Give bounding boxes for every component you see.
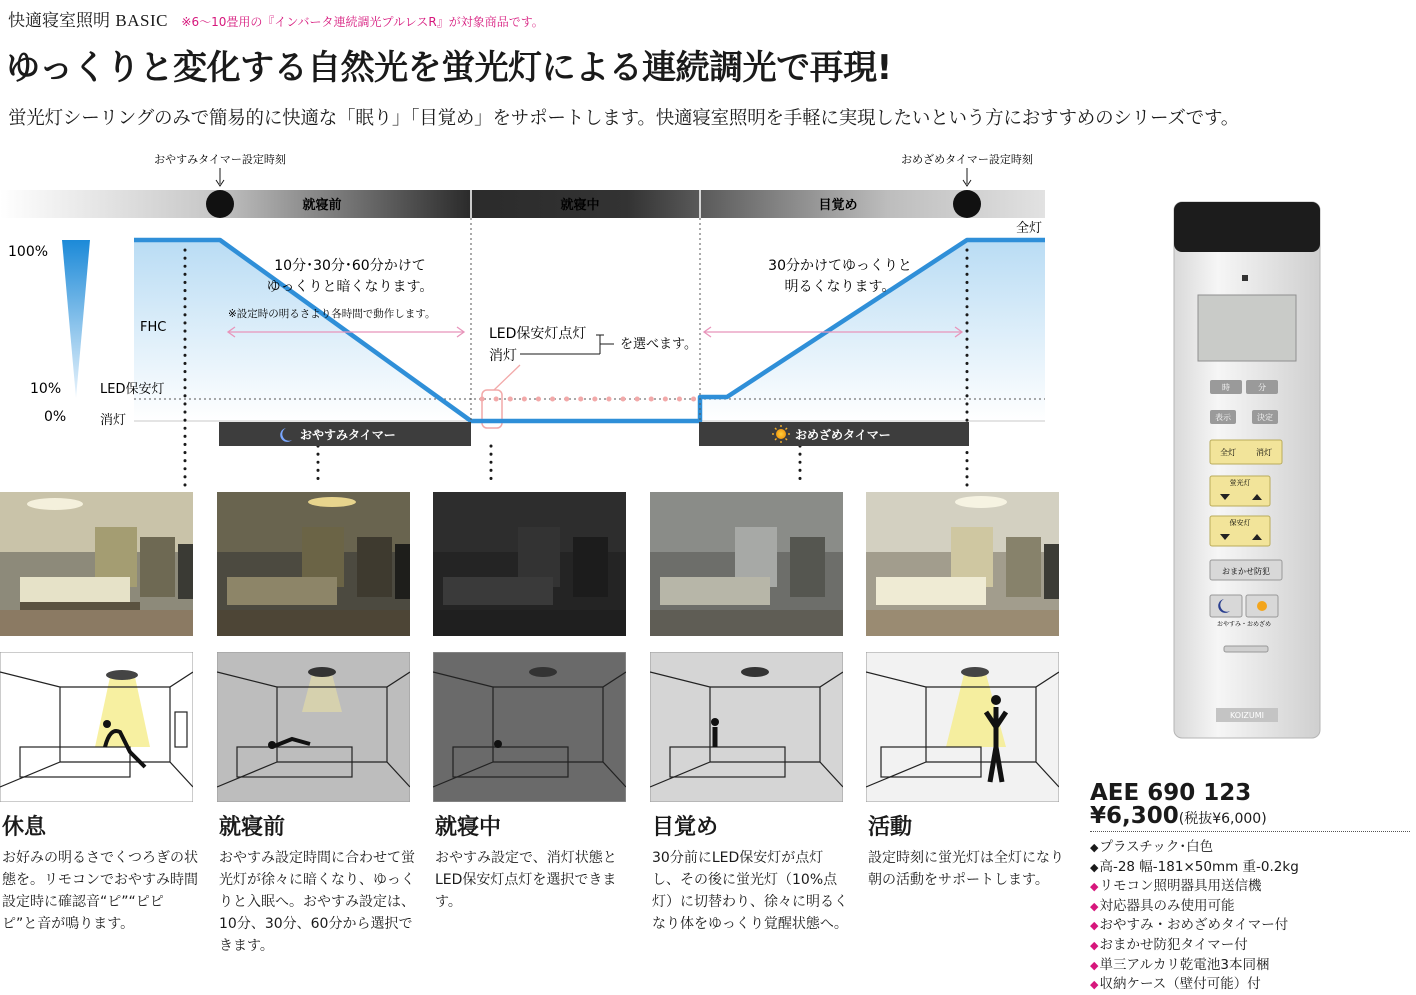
page-headline: ゆっくりと変化する自然光を蛍光灯による連続調光で再現!: [6, 48, 892, 88]
scene-illustration: [217, 652, 410, 802]
all-on-button: 全灯: [1220, 448, 1236, 457]
hour-button: 時: [1222, 383, 1230, 392]
scene-title: 目覚め: [652, 815, 719, 840]
wake-timer-marker: [953, 190, 981, 218]
pct-100-label: 100%: [8, 244, 49, 260]
pct-10-label: 10%: [30, 381, 62, 397]
sleep-button: [1210, 595, 1242, 617]
dim-note-line1: 10分･30分･60分かけて: [274, 258, 426, 274]
spec-item: ◆プラスチック･白色: [1090, 839, 1214, 855]
diamond-bullet-icon: ◆: [1090, 841, 1099, 854]
diamond-bullet-icon: ◆: [1090, 958, 1099, 972]
spec-item: ◆リモコン照明器具用送信機: [1090, 878, 1262, 895]
level-led-label: LED保安灯: [100, 382, 165, 397]
diamond-bullet-icon: ◆: [1090, 938, 1099, 952]
scene-photo: [866, 492, 1059, 636]
lcd-display: [1198, 295, 1296, 361]
scene-title: 就寝中: [435, 815, 502, 840]
diamond-bullet-icon: ◆: [1090, 880, 1099, 894]
scene-photo: [217, 492, 410, 636]
scene-illustration: [433, 652, 626, 802]
omakase-security-button: おまかせ防犯: [1222, 567, 1270, 576]
light-timing-diagram: [0, 150, 1060, 490]
sleep-timer-marker: [206, 190, 234, 218]
spec-item: ◆対応器具のみ使用可能: [1090, 897, 1235, 914]
brightness-scale: [62, 240, 90, 398]
diamond-bullet-icon: ◆: [1090, 860, 1099, 874]
remote-control-image: [1172, 200, 1322, 740]
off-button: 消灯: [1256, 448, 1272, 457]
price-line: [1090, 803, 1267, 829]
wake-timer-label: おめざめタイマー: [795, 428, 891, 442]
price: ¥6,300: [1090, 803, 1179, 829]
price-excluding-tax: (税抜¥6,000): [1178, 811, 1267, 827]
phase-wakeup: 目覚め: [818, 198, 858, 213]
scene-illustration: [0, 652, 193, 802]
mode-switch: [1224, 646, 1268, 652]
brighten-note-line2: 明るくなります。: [784, 279, 896, 295]
level-fhc-label: FHC: [140, 320, 167, 335]
choice-suffix: を選べます。: [620, 337, 697, 352]
brand-logo: KOIZUMI: [1229, 711, 1265, 720]
spec-item: ◆高-28 幅-181×50mm 重-0.2kg: [1090, 858, 1299, 875]
spec-item: ◆収納ケース（壁付可能）付: [1090, 976, 1261, 993]
scene-description: おやすみ設定で、消灯状態とLED保安灯点灯を選択できます。: [435, 850, 617, 910]
scene-illustration: [866, 652, 1059, 802]
spec-list: [1090, 838, 1299, 995]
sleep-timer-label: おやすみタイマー: [300, 428, 396, 442]
person-icon: [494, 740, 502, 748]
dim-small-note: ※設定時の明るさより各時間で動作します。: [228, 308, 436, 320]
fluorescent-label: 蛍光灯: [1229, 479, 1251, 487]
scene-title: 就寝前: [219, 815, 286, 840]
scene-description: おやすみ設定時間に合わせて蛍光灯が徐々に暗くなり、ゆっくりと入眠へ。おやすみ設定は、10分、30分、60分から選択できます。: [219, 850, 415, 954]
level-off-label: 消灯: [100, 413, 127, 428]
minute-button: 分: [1258, 383, 1266, 392]
spec-item: ◆おまかせ防犯タイマー付: [1090, 936, 1248, 953]
scene-photo: [650, 492, 843, 636]
sun-icon: [1257, 601, 1267, 611]
phase-sleeping: 就寝中: [560, 198, 600, 213]
spec-item: ◆単三アルカリ乾電池3本同梱: [1090, 956, 1270, 973]
spec-item: ◆おやすみ・おめざめタイマー付: [1090, 917, 1289, 934]
model-number: AEE 690 123: [1090, 780, 1252, 806]
diamond-bullet-icon: ◆: [1090, 919, 1099, 933]
scene-photo: [433, 492, 626, 636]
scene-title: 活動: [868, 815, 913, 840]
confirm-button: 決定: [1257, 413, 1273, 422]
series-name: 快適寝室照明: [8, 11, 110, 31]
scene-illustration: [650, 652, 843, 802]
timeline-bar: [0, 190, 1045, 218]
choice-led-label: LED保安灯点灯: [489, 326, 587, 342]
scene-title: 休息: [2, 815, 47, 840]
lead-text: 蛍光灯シーリングのみで簡易的に快適な「眠り」「目覚め」をサポートします。快適寝室照明を手軽に実現したいという方におすすめのシリーズです。: [8, 108, 1240, 129]
series-grade: BASIC: [115, 11, 168, 30]
wake-timer-set-label: おめざめタイマー設定時刻: [901, 153, 1033, 166]
divider: [1090, 831, 1410, 832]
scene-description: お好みの明るさでくつろぎの状態を。リモコンでおやすみ時間設定時に確認音“ピ”“ピピピ”と音が鳴ります。: [2, 850, 198, 932]
diamond-bullet-icon: ◆: [1090, 899, 1099, 913]
pct-0-label: 0%: [44, 409, 67, 425]
phase-before-sleep: 就寝前: [302, 198, 342, 213]
dim-note-line2: ゆっくりと暗くなります。: [266, 279, 434, 295]
diamond-bullet-icon: ◆: [1090, 978, 1099, 992]
scene-description: 30分前にLED保安灯が点灯し、その後に蛍光灯（10%点灯）に切替わり、徐々に明るくなり体をゆっくり覚醒状態へ。: [652, 850, 848, 932]
choice-off-label: 消灯: [489, 348, 517, 364]
sleep-wake-label: おやすみ・おめざめ: [1216, 621, 1272, 628]
sleep-timer-set-label: おやすみタイマー設定時刻: [154, 153, 286, 166]
brighten-note-line1: 30分かけてゆっくりと: [768, 258, 912, 274]
scene-description: 設定時刻に蛍光灯は全灯になり朝の活動をサポートします。: [868, 850, 1064, 888]
security-label: 保安灯: [1229, 519, 1251, 527]
scene-photo: [0, 492, 193, 636]
display-button: 表示: [1215, 413, 1231, 422]
series-title: [8, 6, 544, 31]
full-on-label: 全灯: [1016, 221, 1043, 236]
target-product-note: ※6〜10畳用の『インバータ連続調光プルレスR』が対象商品です。: [181, 15, 544, 29]
